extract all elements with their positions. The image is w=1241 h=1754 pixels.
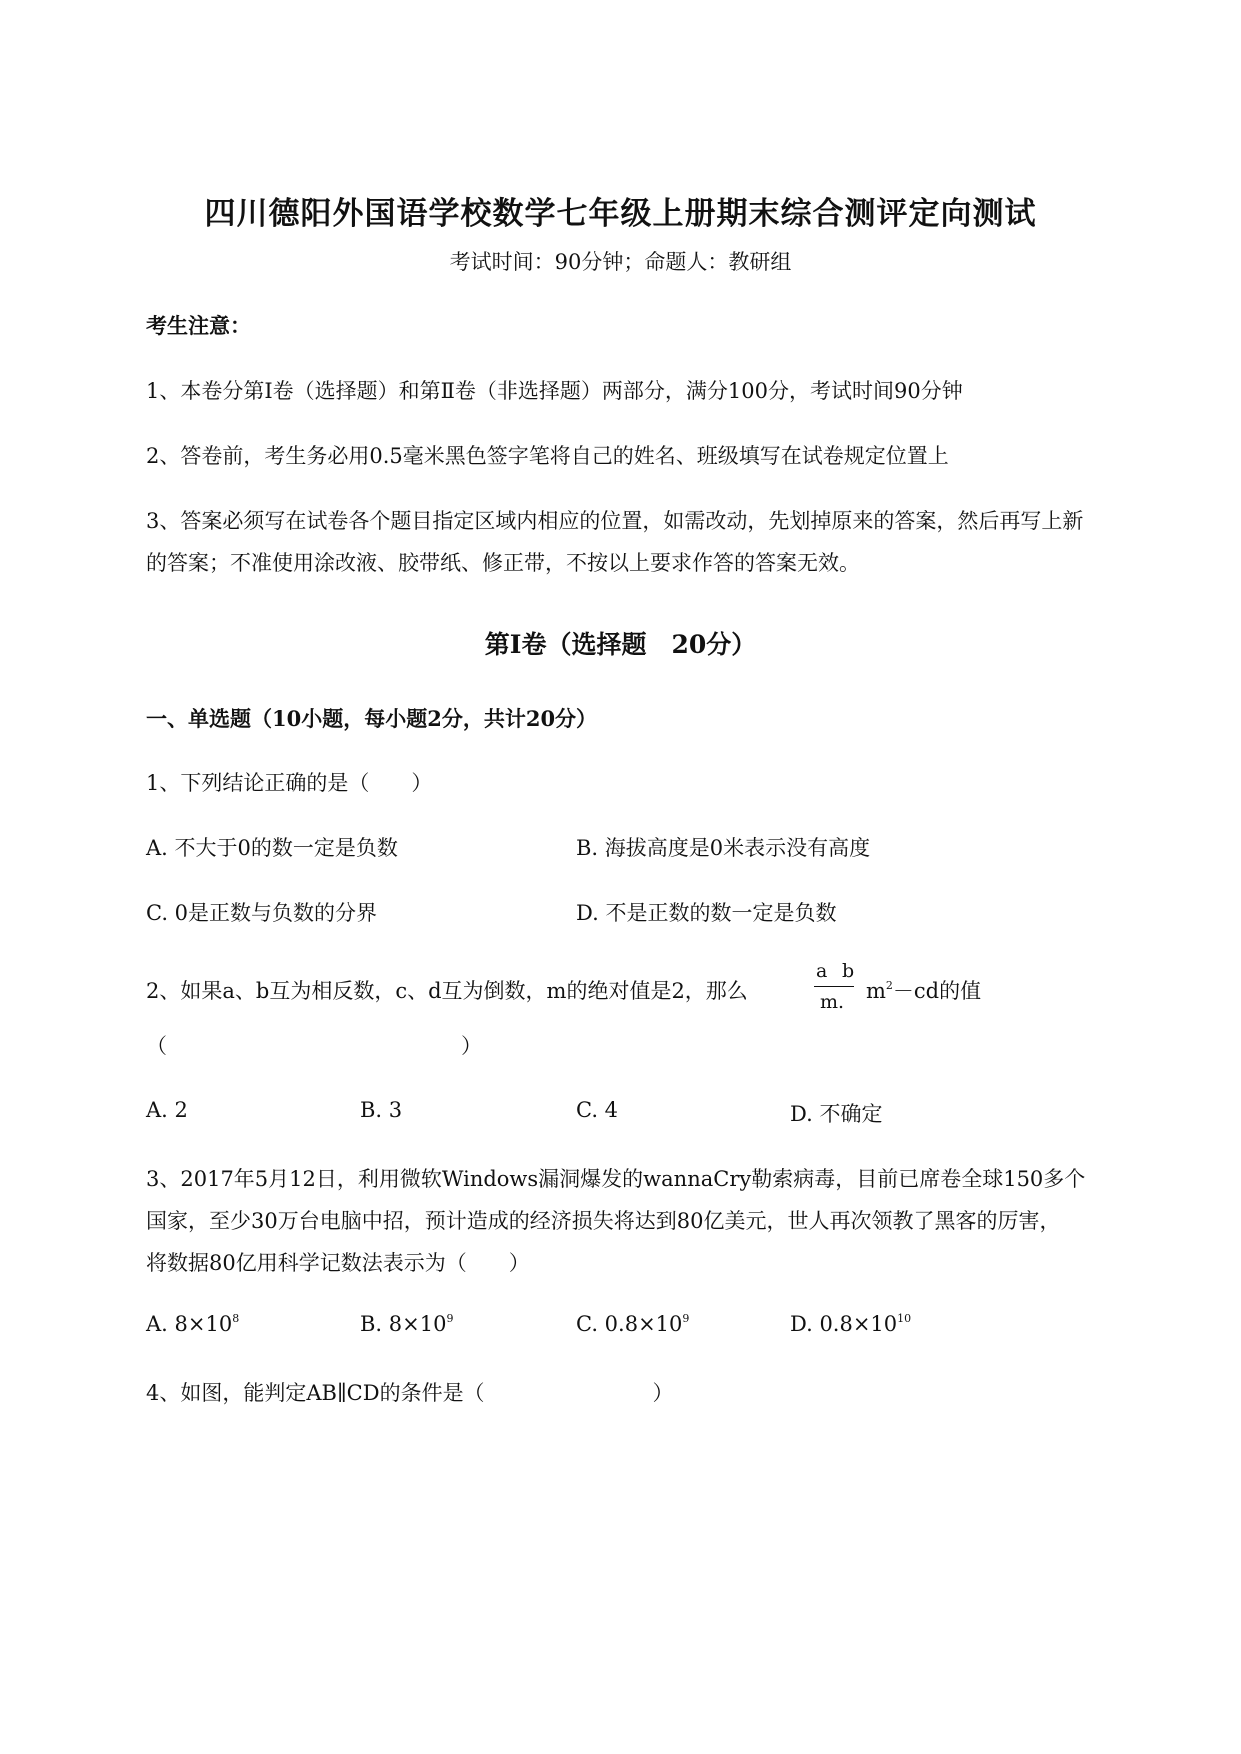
notice-item: 2、答卷前，考生务必用0.5毫米黑色签字笔将自己的姓名、班级填写在试卷规定位置上 (146, 444, 949, 468)
exponent: 2 (885, 979, 893, 992)
question-3-stem-line: 将数据80亿用科学记数法表示为（ ） (146, 1251, 530, 1275)
denominator-dot: . (838, 991, 845, 1013)
fraction-expression (812, 960, 858, 1016)
exponent: 8 (232, 1312, 240, 1325)
notice-heading: 考生注意： (146, 313, 251, 338)
denominator-m: m (820, 991, 839, 1013)
exponent: 10 (897, 1312, 912, 1325)
notice-item: 1、本卷分第I卷（选择题）和第Ⅱ卷（非选择题）两部分，满分100分，考试时间90分钟 (146, 379, 963, 403)
question-2-option-b: B. 3 (360, 1098, 403, 1122)
question-4-stem: 4、如图，能判定AB∥CD的条件是（ ） (146, 1381, 674, 1405)
fraction-bar (814, 986, 854, 987)
numerator-a: a (816, 960, 828, 982)
notice-item: 3、答案必须写在试卷各个题目指定区域内相应的位置，如需改动，先划掉原来的答案，然后再写上新 (146, 509, 1084, 533)
question-1-option-b: B. 海拔高度是0米表示没有高度 (576, 836, 871, 860)
exponent: 9 (446, 1312, 454, 1325)
question-2-option-c: C. 4 (576, 1098, 619, 1122)
fraction-denominator (820, 991, 844, 1013)
question-2-option-d: D. 不确定 (790, 1102, 883, 1126)
question-2-expression-tail: $m^2-cd$的值 (866, 979, 982, 1003)
exam-info: 考试时间：90分钟；命题人：教研组 (449, 250, 792, 274)
question-1-option-a: A. 不大于0的数一定是负数 (146, 836, 398, 860)
part-heading: 一、单选题（10小题，每小题2分，共计20分） (146, 706, 598, 731)
question-2-stem: 2、如果a、b互为相反数，c、d互为倒数，m的绝对值是2，那么 (146, 979, 748, 1003)
exponent: 9 (682, 1312, 690, 1325)
section-title: 第I卷（选择题 20分） (484, 630, 757, 659)
question-3-option-c: C. $0.8\times 10^9$ (576, 1312, 690, 1336)
numerator-b: b (842, 960, 855, 982)
question-2-option-a: A. 2 (146, 1098, 188, 1122)
question-3-stem-line: 国家，至少30万台电脑中招，预计造成的经济损失将达到80亿美元，世人再次领教了黑客的厉害， (146, 1209, 1061, 1233)
question-1-option-c: C. 0是正数与负数的分界 (146, 901, 378, 925)
question-3-option-a: A. $8\times 10^8$ (146, 1312, 240, 1336)
question-1-option-d: D. 不是正数的数一定是负数 (576, 901, 837, 925)
question-3-option-b: B. $8\times 10^9$ (360, 1312, 454, 1336)
notice-item-continued: 的答案；不准使用涂改液、胶带纸、修正带，不按以上要求作答的答案无效。 (146, 551, 860, 575)
page-title: 四川德阳外国语学校数学七年级上册期末综合测评定向测试 (204, 196, 1037, 232)
question-2-answer-paren: （ ） (146, 1034, 482, 1058)
question-3-stem-line: 3、2017年5月12日，利用微软Windows漏洞爆发的wannaCry勒索病毒，目前已席卷全球150多个 (146, 1167, 1086, 1191)
question-3-option-d: D. $0.8\times 10^{10}$ (790, 1312, 912, 1336)
question-1-stem: 1、下列结论正确的是（ ） (146, 771, 433, 795)
